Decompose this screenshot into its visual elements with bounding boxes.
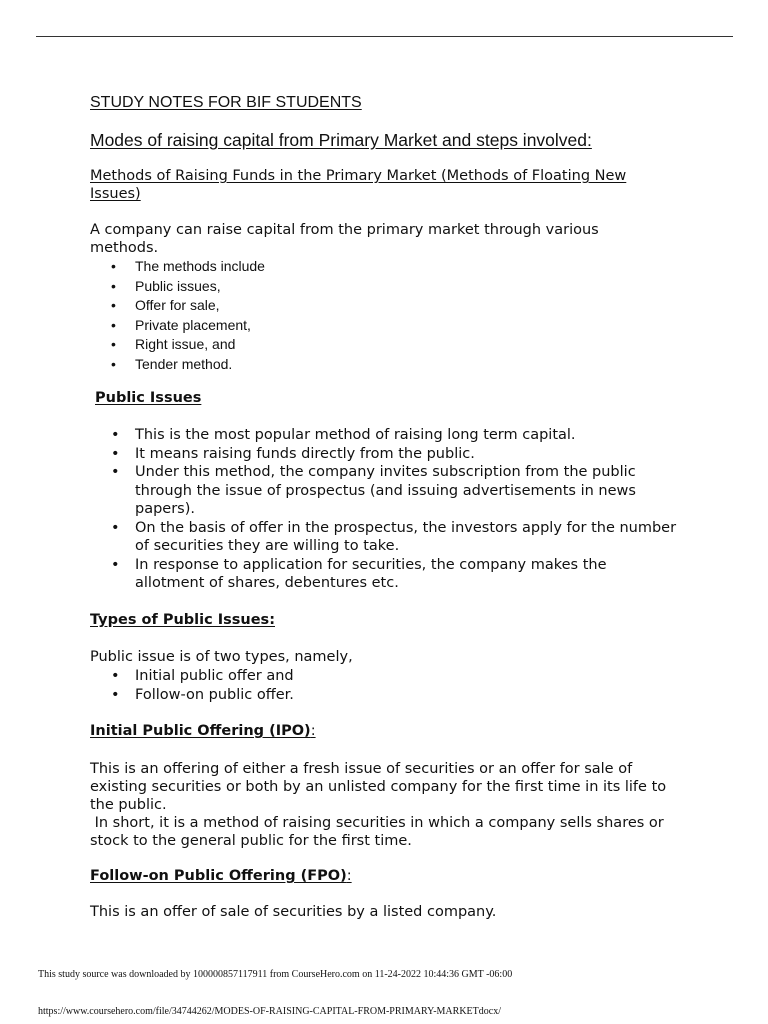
intro-paragraph: A company can raise capital from the primary market through various methods. — [90, 222, 599, 256]
ipo-short-paragraph: In short, it is a method of raising securities in which a company sells shares or stock to the general public for the first time. — [90, 815, 669, 849]
list-item: • Private placement, — [90, 316, 670, 336]
list-item: • Right issue, and — [90, 335, 670, 355]
list-item: • The methods include — [90, 257, 670, 277]
list-item: • In response to application for securities, the company makes the allotment of shares, debentures etc. — [90, 556, 680, 593]
list-item: • Initial public offer and — [90, 667, 670, 686]
methods-heading: Methods of Raising Funds in the Primary Market (Methods of Floating New Issues) — [90, 168, 627, 202]
list-item: • Follow-on public offer. — [90, 686, 670, 705]
modes-heading: Modes of raising capital from Primary Market and steps involved: — [90, 130, 592, 150]
ipo-heading-colon: : — [310, 723, 316, 739]
types-list — [90, 667, 670, 704]
types-intro: Public issue is of two types, namely, — [90, 649, 353, 665]
types-of-public-issues-heading: Types of Public Issues: — [90, 612, 275, 628]
ipo-heading — [90, 723, 316, 739]
list-item: • This is the most popular method of raising long term capital. — [90, 426, 680, 445]
fpo-paragraph: This is an offer of sale of securities by a listed company. — [90, 904, 497, 920]
list-item: • Public issues, — [90, 277, 670, 297]
list-item: • On the basis of offer in the prospectus, the investors apply for the number of securities they are willing to take. — [90, 519, 680, 556]
public-issues-list — [90, 426, 680, 593]
study-notes-title: STUDY NOTES FOR BIF STUDENTS — [90, 94, 362, 111]
source-url[interactable]: https://www.coursehero.com/file/34744262/MODES-OF-RAISING-CAPITAL-FROM-PRIMARY-MARKETdocx/ — [38, 1006, 501, 1017]
methods-list — [90, 257, 670, 374]
public-issues-heading: Public Issues — [95, 390, 202, 406]
ipo-heading-text: Initial Public Offering (IPO) — [90, 723, 311, 739]
ipo-paragraph: This is an offering of either a fresh issue of securities or an offer for sale of existing securities or both by an unlisted company for the first time in its life to the public. — [90, 761, 667, 813]
fpo-heading — [90, 868, 352, 884]
fpo-heading-colon: : — [346, 868, 352, 884]
list-item: • Offer for sale, — [90, 296, 670, 316]
top-rule — [36, 36, 733, 37]
list-item: • Under this method, the company invites subscription from the public through the issue of prospectus (and issuing advertisements in news papers). — [90, 463, 680, 519]
download-footer-note: This study source was downloaded by 100000857117911 from CourseHero.com on 11-24-2022 10:44:36 GMT -06:00 — [38, 969, 513, 980]
list-item: • It means raising funds directly from the public. — [90, 445, 680, 464]
list-item: • Tender method. — [90, 355, 670, 375]
fpo-heading-text: Follow-on Public Offering (FPO) — [90, 868, 347, 884]
